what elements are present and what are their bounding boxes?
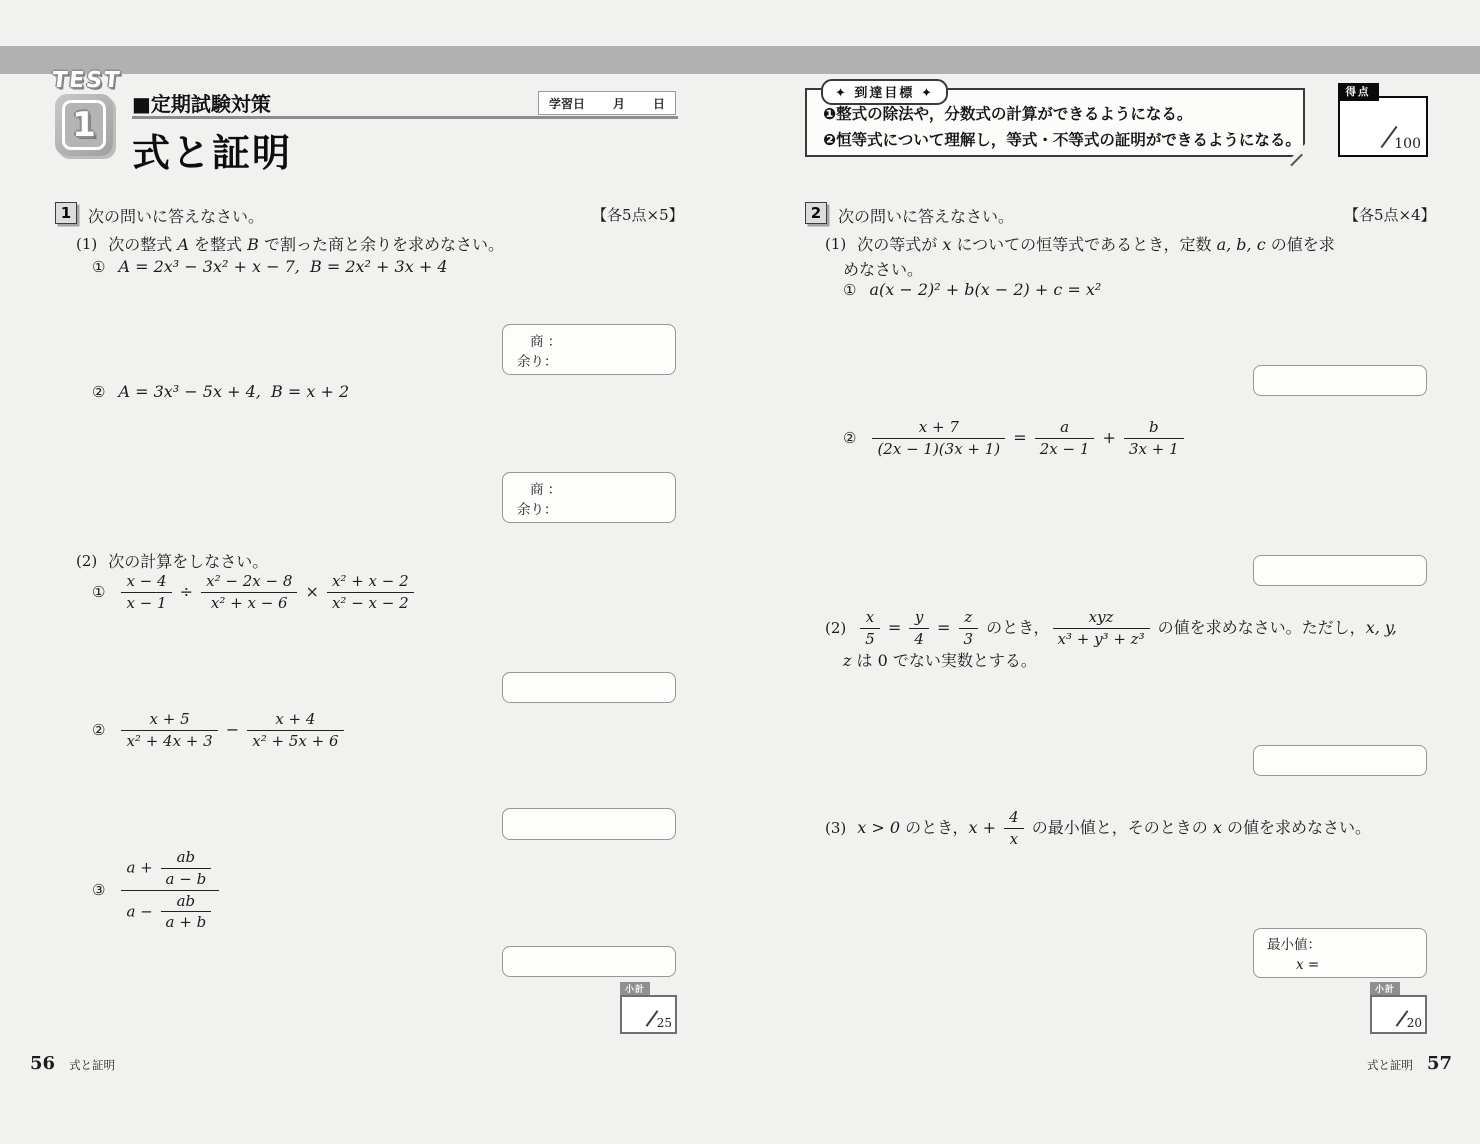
answer-box-1-2-2[interactable] xyxy=(502,808,676,840)
answer-box-2-1-1[interactable] xyxy=(1253,365,1427,396)
goal-item-1: ❶整式の除法や，分数式の計算ができるようになる。 xyxy=(823,105,1193,123)
problem-1-instruction: 次の問いに答えなさい。 xyxy=(88,207,265,226)
math-expression-1-1-1: A = 2x³ − 3x² + x − 7, B = 2x² + 3x + 4 xyxy=(118,257,448,276)
question-2-3 xyxy=(825,805,1371,851)
question-2-1-item-1 xyxy=(843,280,1101,299)
problem-2-instruction: 次の問いに答えなさい。 xyxy=(838,207,1015,226)
quotient-label: 商 ： xyxy=(530,334,562,350)
goals-box xyxy=(805,88,1305,157)
header-band xyxy=(0,46,1480,74)
quotient-label: 商 ： xyxy=(530,482,562,498)
subtotal-denominator: 25 xyxy=(643,1009,672,1030)
question-1-2-label: (2) xyxy=(76,551,98,570)
category-label: ■定期試験対策 xyxy=(132,92,271,116)
subtotal-denominator: 20 xyxy=(1393,1009,1422,1030)
math-expression-1-2-2: $\frac{x + 5}{\text{x² + 4x + 3}}$ − $\frac{x + 4}{\text{x² + 5x + 6}}$ xyxy=(118,710,346,751)
minimum-value-label: 最小値： xyxy=(1267,937,1321,953)
question-1-1-item-2 xyxy=(92,382,349,401)
study-date-month: 月 xyxy=(612,96,625,111)
header-rule xyxy=(132,116,678,119)
question-2-1-line2 xyxy=(843,257,923,280)
item-circle-2: ② xyxy=(843,429,857,447)
answer-box-1-2-3[interactable] xyxy=(502,946,676,977)
answer-box-1-2-1[interactable] xyxy=(502,672,676,703)
item-circle-1: ① xyxy=(843,280,857,299)
problem-1-number-badge: 1 xyxy=(55,202,77,224)
remainder-label: 余り： xyxy=(517,354,558,370)
remainder-label: 余り： xyxy=(517,502,558,518)
math-expression-1-2-3: a + $\frac{ab}{a - b}$ a − $\frac{ab}{a + b}$ xyxy=(118,848,222,932)
score-box[interactable] xyxy=(1338,86,1428,157)
goal-item-2: ❷恒等式について理解し，等式・不等式の証明ができるようになる。 xyxy=(823,131,1301,149)
question-1-2-item-2 xyxy=(92,704,347,756)
question-1-1-item-1 xyxy=(92,257,448,276)
test-number: 1 xyxy=(72,105,96,145)
page-title: 式と証明 xyxy=(132,131,293,175)
math-expression-2-1-2: $\frac{x + 7}{(2x - 1)(3x + 1)}$ = $\frac{a}{2x - 1}$ + $\frac{b}{3x + 1}$ xyxy=(869,418,1186,459)
page-number-left: 56 xyxy=(30,1053,56,1074)
score-denominator: 100 xyxy=(1380,124,1421,152)
answer-box-quotient-remainder-2[interactable] xyxy=(502,472,676,523)
subtotal-score-area[interactable] xyxy=(620,995,677,1034)
subtotal-label: 小計 xyxy=(1370,982,1400,995)
question-2-1-line1 xyxy=(825,232,1335,255)
question-1-1-text: 次の整式 A を整式 B で割った商と余りを求めなさい。 xyxy=(108,235,504,254)
subtotal-box-left xyxy=(620,982,677,1034)
math-expression-1-1-2: A = 3x³ − 5x + 4, B = x + 2 xyxy=(118,382,350,401)
problem-1-points: 【各5点×5】 xyxy=(592,206,684,224)
study-date-label: 学習日 xyxy=(549,96,586,111)
question-2-1-label: (1) xyxy=(825,234,847,253)
page-number-right: 57 xyxy=(1426,1053,1452,1074)
question-1-2-item-3 xyxy=(92,846,222,934)
question-2-2-label: (2) xyxy=(825,619,847,637)
test-logo: TEST xyxy=(50,68,123,93)
subtotal-score-area[interactable] xyxy=(1370,995,1427,1034)
question-2-2-text-line2: z は 0 でない実数とする。 xyxy=(843,651,1037,670)
answer-box-minimum[interactable] xyxy=(1253,928,1427,978)
item-circle-2: ② xyxy=(92,382,106,401)
footer-right xyxy=(1353,1053,1452,1074)
item-circle-3: ③ xyxy=(92,881,106,899)
question-1-1 xyxy=(76,232,504,255)
answer-box-2-2[interactable] xyxy=(1253,745,1427,776)
question-1-2-text: 次の計算をしなさい。 xyxy=(108,552,269,571)
test-number-badge xyxy=(55,94,113,156)
goals-badge: ✦ 到達目標 ✦ xyxy=(821,79,948,105)
question-2-1-text-line2: めなさい。 xyxy=(843,260,924,279)
question-1-2-item-1 xyxy=(92,566,417,618)
question-2-2-text-line1: $\frac{x}{5}$ = $\frac{y}{4}$ = $\frac{z}{3}$ のとき， $\frac{\text{xyz}}{\text{x³ + y³ + z³}}$ の値を求めなさい。ただし，x, y, xyxy=(857,608,1397,649)
study-date-box xyxy=(538,91,676,115)
subtotal-label: 小計 xyxy=(620,982,650,995)
math-expression-2-1-1: a(x − 2)² + b(x − 2) + c = x² xyxy=(869,280,1102,299)
answer-box-quotient-remainder-1[interactable] xyxy=(502,324,676,375)
score-label: 得点 xyxy=(1338,83,1379,101)
problem-2-number-badge: 2 xyxy=(805,202,827,224)
question-2-2-line1 xyxy=(825,603,1397,653)
footer-chapter-title-left: 式と証明 xyxy=(69,1058,116,1072)
question-2-3-label: (3) xyxy=(825,819,847,837)
question-2-3-text: x > 0 のとき，x + $\frac{4}{x}$ の最小値と，そのときの x の値を求めなさい。 xyxy=(857,807,1371,848)
question-1-1-label: (1) xyxy=(76,234,98,253)
study-date-day: 日 xyxy=(652,96,665,111)
math-expression-1-2-1: $\frac{x - 4}{x - 1}$ ÷ $\frac{\text{x² − 2x − 8}}{\text{x² + x − 6}}$ × $\frac{\text{x² + x − 2}}{\text{x² − x − 2}}$ xyxy=(118,572,416,613)
test-number-inner xyxy=(62,100,106,150)
footer-left xyxy=(30,1053,129,1074)
question-2-1-item-2 xyxy=(843,413,1187,463)
x-equals-label: x = xyxy=(1296,957,1320,973)
answer-box-2-1-2[interactable] xyxy=(1253,555,1427,586)
footer-chapter-title-right: 式と証明 xyxy=(1366,1058,1413,1072)
question-2-2-line2 xyxy=(843,648,1037,671)
question-2-1-text-line1: 次の等式が x についての恒等式であるとき，定数 a, b, c の値を求 xyxy=(857,235,1335,254)
problem-2-points: 【各5点×4】 xyxy=(1344,206,1436,224)
item-circle-1: ① xyxy=(92,583,106,601)
subtotal-box-right xyxy=(1370,982,1427,1034)
item-circle-1: ① xyxy=(92,257,106,276)
item-circle-2: ② xyxy=(92,721,106,739)
